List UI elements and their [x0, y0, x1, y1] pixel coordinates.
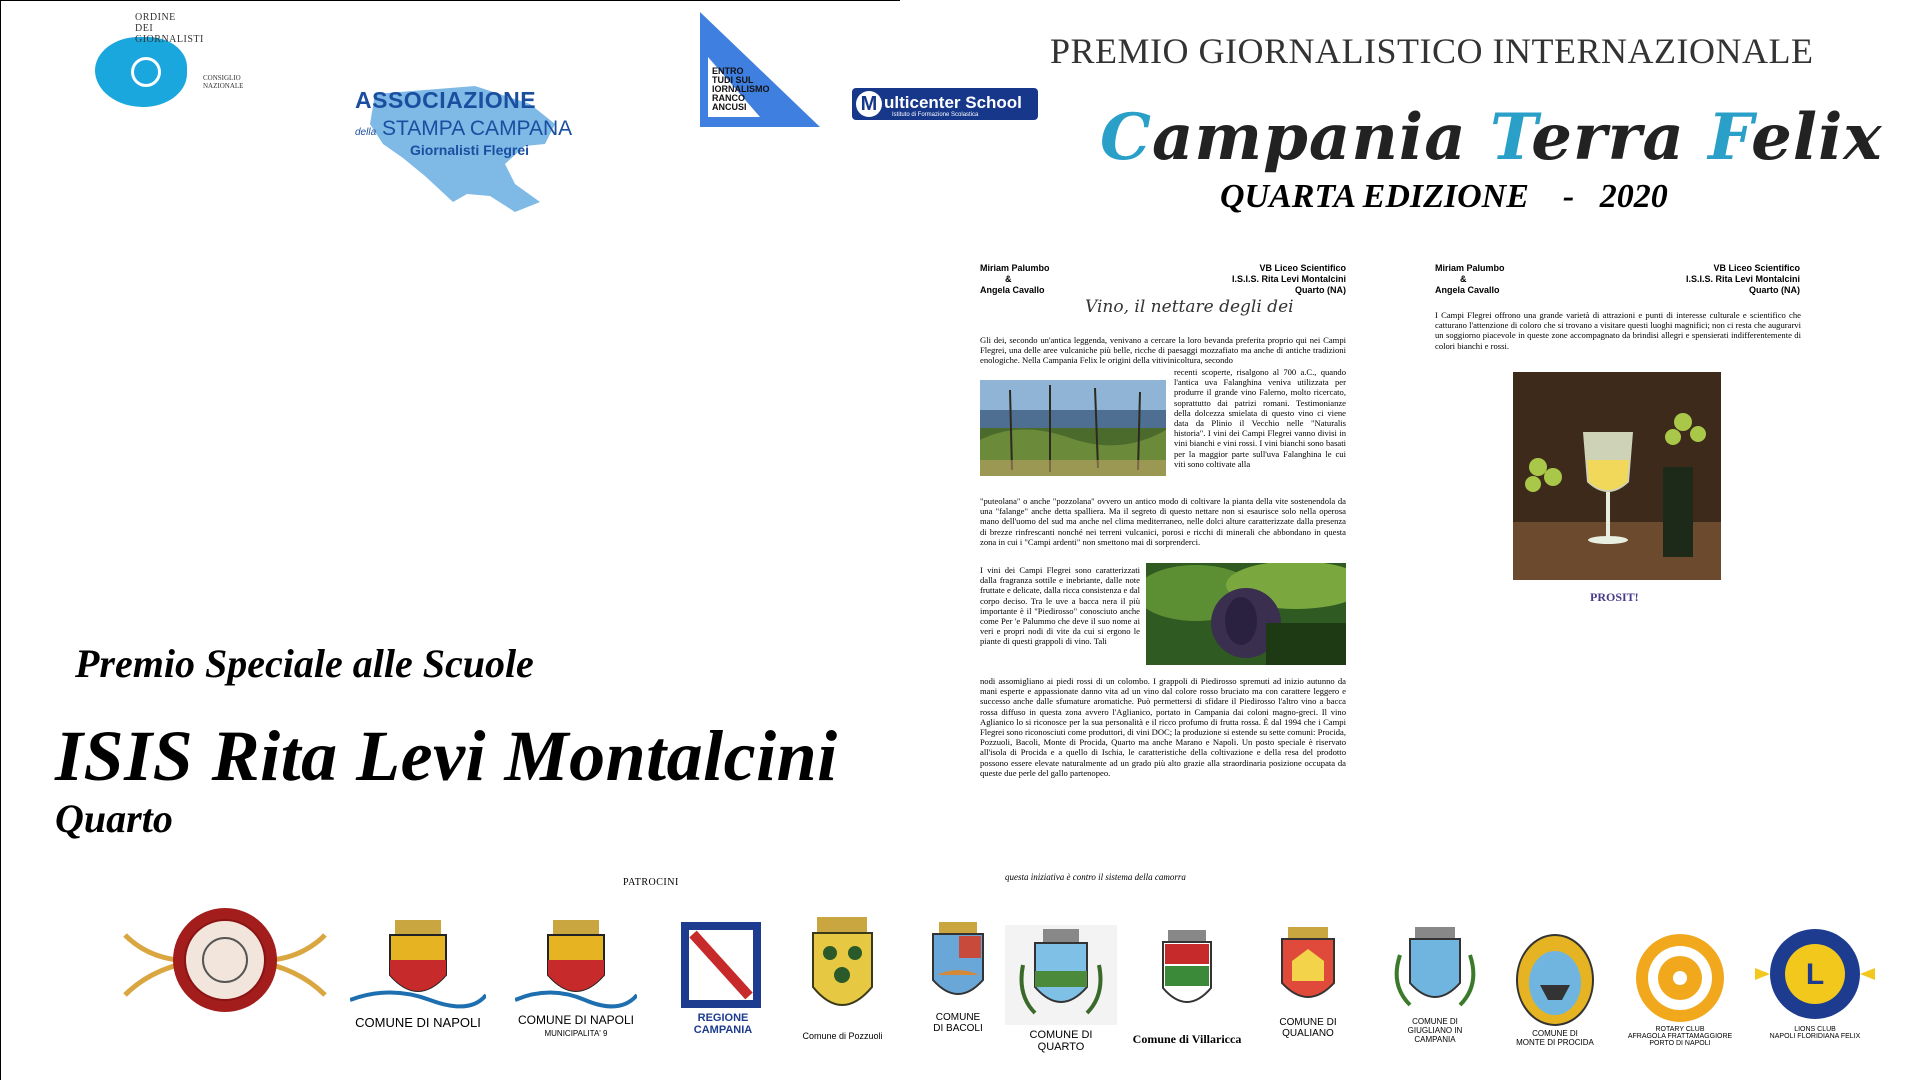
doc1-title: Vino, il nettare degli dei [1085, 297, 1294, 317]
prosit-text: PROSIT! [1590, 590, 1639, 604]
comune-giugliano-logo [1390, 925, 1480, 1055]
lions-club-logo [1750, 928, 1880, 1050]
ordine-subtext: CONSIGLIO NAZIONALE [203, 74, 244, 90]
campania-terra-felix-title [1100, 100, 1883, 175]
municipalita-sub: MUNICIPALITA' 9 [544, 1029, 608, 1038]
rotary-club-logo [1620, 932, 1740, 1052]
doc1-paragraph-1b: recenti scoperte, risalgono al 700 a.C., quando l'antica uva Falanghina veniva utilizzata per produrre il grande vino Falerno, molto ricercato, soprattutto dai patrizi romani. Testimonianze della dolcezza smielata di questo vino ci viene data da Plinio il Vecchio nelle "Naturalis historia". I vini dei Campi Flegrei vanno divisi in vini bianchi e vini rossi. I vini bianchi sono basati per la maggior parte sull'uva Falanghina le cui viti sono coltivate alla [1174, 367, 1346, 469]
associazione-stampa-logo [335, 80, 625, 220]
assoc-giornalisti: Giornalisti Flegrei [410, 142, 530, 158]
school-name: ISIS Rita Levi Montalcini [55, 716, 838, 796]
top-rule [0, 0, 900, 1]
municipalita-9-logo [515, 915, 637, 1045]
comune-bacoli-label: COMUNE DI BACOLI [933, 1012, 983, 1034]
centro-text: ENTRO TUDI SUL IORNALISMO RANCO ANCUSI [712, 66, 770, 112]
multicenter-title: ulticenter School [884, 93, 1022, 112]
assoc-subtitle [355, 117, 572, 141]
school-city: Quarto [55, 796, 173, 841]
doc1-paragraph-3: I vini dei Campi Flegrei sono caratterizzati dalla fragranza sottile e inebriante, dalle note fruttate e delicate, dalla ricca consistenza e dal corpo deciso. Tra le uve a bacca nera il più importante è il "Piedirosso" conosciuto anche come Per 'e Palummo che deve il suo nome ai veri e propri nodi di vite da cui si ergono le piante di questi grappoli di vino. Tali [980, 565, 1140, 647]
doc2-authors: Miriam Palumbo & Angela Cavallo [1435, 263, 1505, 295]
ordine-giornalisti-logo [95, 12, 245, 107]
doc1-paragraph-1: Gli dei, secondo un'antica leggenda, venivano a cercare la loro bevanda preferita proprio qui nei Campi Flegrei, una delle aree vulcaniche più belle, ricche di paesaggi mozzafiato ma anche di antiche tradizioni enologiche. Nella Campania Felix le origini della vitivinicoltura, secondo [980, 335, 1346, 366]
municipalita-label: COMUNE DI NAPOLI [517, 1013, 634, 1027]
vineyard-lake-photo [980, 380, 1166, 476]
doc2-paragraph: I Campi Flegrei offrono una grande varietà di attrazioni e punti di interesse culturale e scientifico che catturano l'attenzione di coloro che si trovano a visitare questi luoghi magnifici; non ci resta che augurarvi un soggiorno piacevole in queste zone accompagnato da brindisi allegri e spensierati indifferentemente di colori bianchi e rossi. [1435, 310, 1801, 351]
wine-glass-photo [1513, 372, 1721, 580]
ordine-text: ORDINE DEI GIORNALISTI [135, 12, 204, 45]
ctf-cap-t: T [1489, 100, 1532, 175]
comune-quarto-logo [1005, 925, 1117, 1053]
ctf-word-3: elix [1751, 100, 1883, 175]
comune-qualiano-logo [1268, 925, 1348, 1050]
edition-label: QUARTA EDIZIONE - 2020 [1220, 178, 1668, 215]
multicenter-m-icon: M [856, 91, 882, 117]
assoc-stampa: STAMPA CAMPANA [381, 117, 573, 140]
premio-title: PREMIO GIORNALISTICO INTERNAZIONALE [1050, 31, 1814, 71]
centro-studi-logo [700, 12, 820, 127]
regione-campania-logo [673, 922, 773, 1036]
comune-napoli-logo [350, 915, 486, 1045]
patrocini-label: PATROCINI [623, 877, 679, 888]
comune-pozzuoli-label: Comune di Pozzuoli [802, 1031, 883, 1041]
comune-pozzuoli-logo [795, 915, 890, 1045]
grape-harvest-photo [1146, 563, 1346, 665]
comune-napoli-label: COMUNE DI NAPOLI [355, 1015, 481, 1030]
comune-qualiano-label: COMUNE DI QUALIANO [1279, 1017, 1337, 1039]
assoc-della: della [355, 127, 377, 138]
comune-bacoli-logo [923, 920, 993, 1045]
multicenter-logo [852, 88, 1038, 120]
rotary-club-label: ROTARY CLUB AFRAGOLA FRATTAMAGGIORE PORTO DI NAPOLI [1627, 1026, 1733, 1047]
doc1-paragraph-4: nodi assomigliano ai piedi rossi di un colombo. I grappoli di Piedirosso spremuti ad inizio autunno da mani esperte e appassionate danno vita ad un vino dal colore rosso bruciato ma con carattere leggero e successo anche dalle sfumature aromatiche. Può permettersi di sfidare il Piedirosso l'altro vino a bacca rossa diffuso in questa zona avvero l'Aglianico, portato in Campania dai coloni magno-greci. Il vino Aglianico lo si riconosce per la sua personalità e il ricco profumo di frutta rossa. È dal 1994 che i Campi Flegrei sono riconosciuti come produttori, di vini DOC; la produzione si estende su sette comuni: Procida, Pozzuoli, Bacoli, Monte di Procida, Quarto ma anche Marano e Napoli. Un posto speciale è riservato all'isola di Procida e a quello di Ischia, le caratteristiche della coltivazione e della resa del prodotto possono essere elevate naturalmente ad un grado più alto grazie alla straordinaria posizione occupata da queste due perle del gallo partenopeo. [980, 676, 1346, 778]
ctf-cap-c: C [1100, 100, 1152, 175]
comune-villaricca-label: Comune di Villaricca [1132, 1032, 1242, 1046]
svg-text:L: L [1805, 958, 1825, 991]
special-award-label: Premio Speciale alle Scuole [75, 641, 534, 686]
comune-monte-procida-logo [1510, 925, 1600, 1060]
doc2-school-header: VB Liceo Scientifico I.S.I.S. Rita Levi Montalcini Quarto (NA) [1685, 263, 1800, 295]
ctf-word-1: ampania [1151, 100, 1490, 175]
anti-camorra-note: questa iniziativa è contro il sistema della camorra [1005, 872, 1186, 882]
multicenter-sub: Istituto di Formazione Scolastica [892, 112, 979, 118]
regione-campania-label: REGIONE CAMPANIA [693, 1012, 753, 1036]
lions-club-label: LIONS CLUB NAPOLI FLORIDIANA FELIX [1769, 1026, 1861, 1040]
ctf-word-2: erra [1531, 100, 1709, 175]
assoc-title: ASSOCIAZIONE [355, 87, 537, 113]
ordine-ring-icon [131, 57, 161, 87]
ctf-cap-f: F [1708, 100, 1752, 175]
left-rule [0, 0, 1, 1080]
doc1-school-header: VB Liceo Scientifico I.S.I.S. Rita Levi Montalcini Quarto (NA) [1231, 263, 1346, 295]
comune-giugliano-label: COMUNE DI GIUGLIANO IN CAMPANIA [1407, 1017, 1463, 1044]
comune-quarto-label: COMUNE DI QUARTO [1029, 1029, 1093, 1053]
doc1-paragraph-2: "puteolana" o anche "pozzolana" ovvero un antico modo di coltivare la pianta della vite sostenendola da una "falange" anche detta spalliera. Ma il segreto di questo nettare non si esaurisce solo nella operosa mano dell'uomo del sud ma anche nel clima mediterraneo, nelle dolci alture caratterizzate dalla presenza di brezze rinfrescanti nonché nei terreni vulcanici, porosi e ricchi di minerali che abbondano in questa zona in cui i "Campi ardenti" non smettono mai di sorprenderci. [980, 496, 1346, 547]
comune-villaricca-logo [1128, 928, 1246, 1048]
seal-logo [115, 905, 335, 1015]
doc1-authors: Miriam Palumbo & Angela Cavallo [980, 263, 1050, 295]
comune-monte-procida-label: COMUNE DI MONTE DI PROCIDA [1516, 1029, 1594, 1047]
